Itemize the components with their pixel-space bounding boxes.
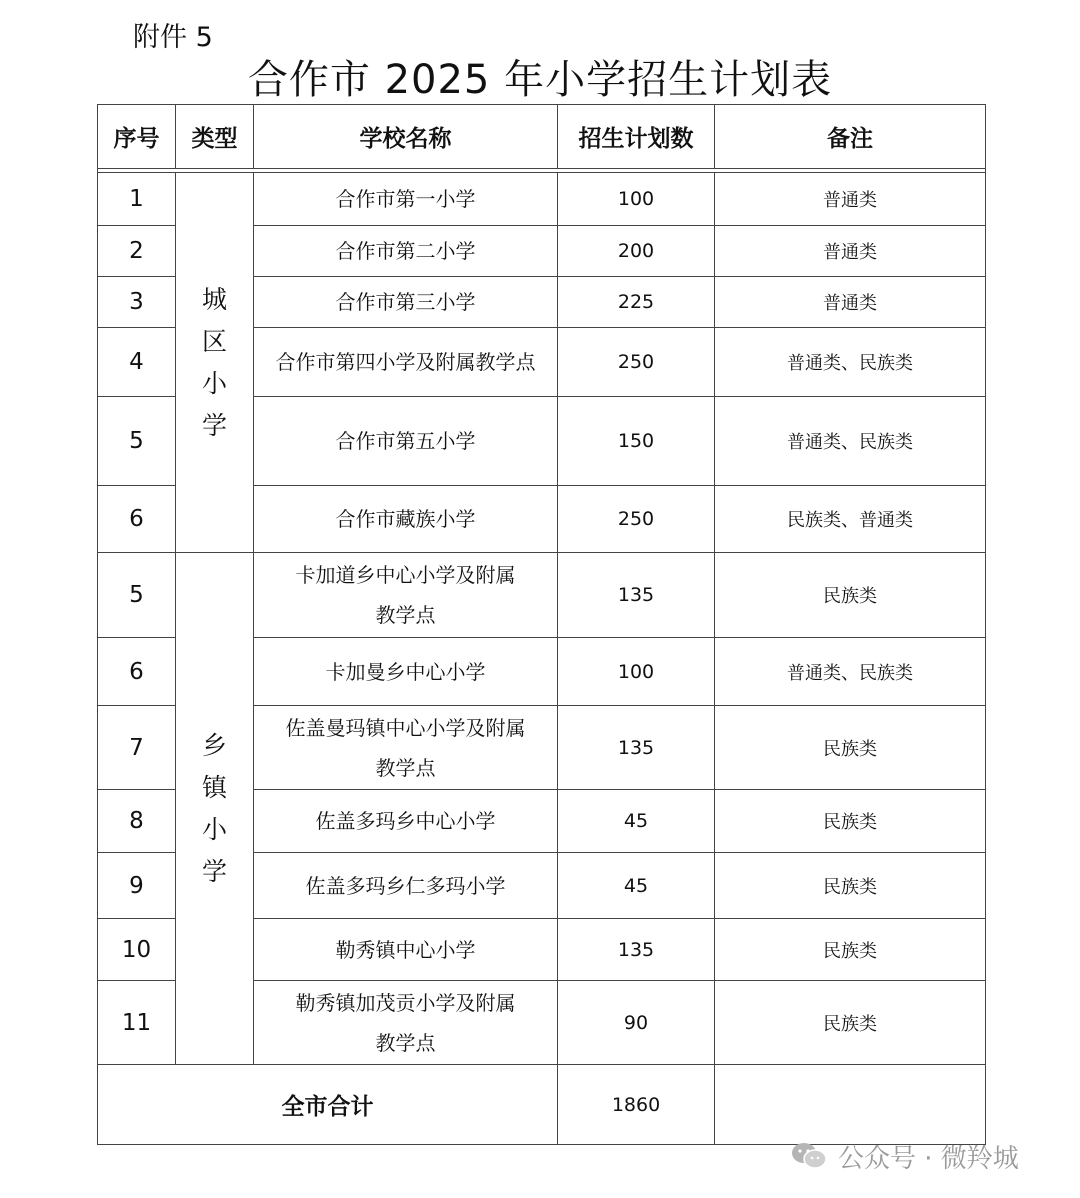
type-cell-urban [176,173,254,553]
row-note: 普通类 [715,277,986,328]
row-seq: 10 [98,919,176,981]
header-seq: 序号 [98,105,176,169]
row-note: 普通类 [715,226,986,277]
document-title: 合作市 2025 年小学招生计划表 [247,57,833,103]
type-char: 城 [201,284,227,314]
row-count: 200 [558,226,715,277]
row-seq: 5 [98,553,176,638]
school-line: 教学点 [375,603,436,627]
row-note: 民族类 [715,981,986,1065]
row-count: 45 [558,853,715,919]
row-count: 135 [558,706,715,790]
row-seq: 1 [98,173,176,226]
watermark [790,1138,1019,1174]
type-char: 乡 [201,730,227,760]
row-seq: 6 [98,486,176,553]
total-row [98,1065,986,1145]
row-seq: 6 [98,638,176,706]
school-line: 佐盖曼玛镇中心小学及附属 [285,715,526,740]
row-note: 普通类、民族类 [715,397,986,486]
row-note: 民族类 [715,790,986,853]
table-row [98,553,986,638]
row-note: 民族类、普通类 [715,486,986,553]
row-seq: 8 [98,790,176,853]
row-school [254,706,558,790]
row-note: 普通类、民族类 [715,328,986,397]
type-char: 学 [201,410,227,440]
row-count: 135 [558,919,715,981]
row-seq: 11 [98,981,176,1065]
table-row [98,173,986,226]
school-line: 教学点 [375,1030,436,1055]
total-count: 1860 [558,1065,715,1145]
row-school [254,553,558,638]
row-school: 合作市第五小学 [254,397,558,486]
school-line: 卡加道乡中心小学及附属 [295,563,516,587]
row-count: 100 [558,173,715,226]
row-school: 佐盖多玛乡仁多玛小学 [254,853,558,919]
type-char: 学 [201,856,227,886]
total-label: 全市合计 [98,1065,558,1145]
school-line: 勒秀镇加茂贡小学及附属 [295,990,516,1015]
row-count: 45 [558,790,715,853]
row-school: 勒秀镇中心小学 [254,919,558,981]
table-header-row [98,105,986,169]
row-count: 100 [558,638,715,706]
row-school: 合作市第四小学及附属教学点 [254,328,558,397]
attachment-label: 附件 5 [133,22,213,53]
header-type: 类型 [176,105,254,169]
enrollment-plan-table [97,104,986,1145]
row-school: 合作市第二小学 [254,226,558,277]
row-count: 90 [558,981,715,1065]
type-char: 区 [201,326,227,356]
type-char: 小 [201,368,227,398]
row-seq: 9 [98,853,176,919]
row-school: 佐盖多玛乡中心小学 [254,790,558,853]
row-school: 卡加曼乡中心小学 [254,638,558,706]
row-note: 民族类 [715,553,986,638]
row-school: 合作市第三小学 [254,277,558,328]
type-char: 小 [201,814,227,844]
type-cell-township [176,553,254,1065]
type-char: 镇 [201,772,227,802]
header-count: 招生计划数 [558,105,715,169]
row-count: 150 [558,397,715,486]
row-count: 250 [558,328,715,397]
row-note: 民族类 [715,853,986,919]
row-count: 225 [558,277,715,328]
row-count: 135 [558,553,715,638]
row-seq: 4 [98,328,176,397]
row-seq: 3 [98,277,176,328]
row-note: 普通类 [715,173,986,226]
row-seq: 5 [98,397,176,486]
row-seq: 7 [98,706,176,790]
header-note: 备注 [715,105,986,169]
row-school: 合作市第一小学 [254,173,558,226]
total-note [715,1065,986,1145]
header-school: 学校名称 [254,105,558,169]
row-note: 民族类 [715,919,986,981]
watermark-text: 公众号 · 微羚城 [838,1143,1019,1174]
row-note: 普通类、民族类 [715,638,986,706]
row-note: 民族类 [715,706,986,790]
wechat-icon [790,1140,828,1172]
row-count: 250 [558,486,715,553]
row-school: 合作市藏族小学 [254,486,558,553]
school-line: 教学点 [375,755,436,780]
row-school [254,981,558,1065]
row-seq: 2 [98,226,176,277]
